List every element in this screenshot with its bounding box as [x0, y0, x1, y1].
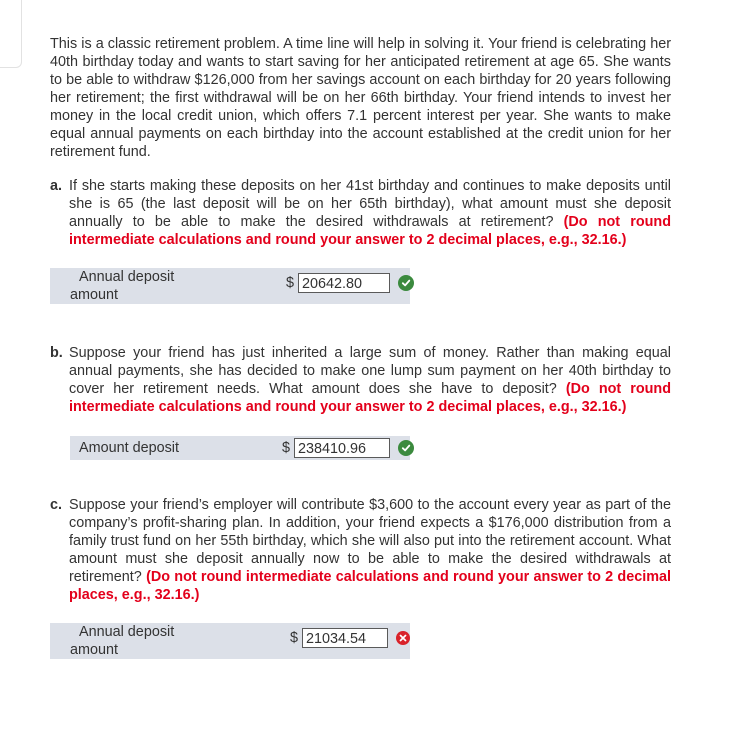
part-c-answer-input[interactable]: 21034.54: [302, 628, 388, 648]
part-a-answer-row: [50, 268, 410, 304]
part-b-currency: $: [282, 440, 291, 456]
part-a-input-group: [286, 273, 414, 293]
part-c-label-line1: Annual deposit: [79, 624, 175, 640]
x-circle-icon: [396, 631, 410, 645]
part-a-label-line2: amount: [70, 287, 118, 303]
part-a-answer-label: [70, 268, 200, 304]
part-b: [50, 344, 671, 416]
part-a-label-line1: Annual deposit: [79, 269, 175, 285]
part-c-instruction: (Do not round intermediate calculations and round your answer to 2 decimal places, e.g., 32.16.): [69, 569, 672, 603]
part-c: [50, 496, 671, 604]
part-c-answer-label: [70, 623, 200, 659]
part-a-answer-input[interactable]: 20642.80: [298, 273, 390, 293]
part-b-answer-row: [70, 436, 410, 460]
part-c-letter: c.: [50, 497, 63, 513]
part-b-letter: b.: [50, 345, 63, 361]
part-c-label-line2: amount: [70, 642, 118, 658]
part-a: [50, 177, 671, 249]
part-b-instruction: (Do not round intermediate calculations and round your answer to 2 decimal places, e.g., 32.16.): [69, 381, 671, 415]
problem-text: This is a classic retirement problem. A time line will help in solving it. Your friend is celebrating her 40th birthday today and wants to start saving for her anticipated retirement at age 65. She wants to be able to withdraw $126,000 from her savings account on each birthday for 20 years following her retirement; the first withdrawal will be on her 66th birthday. Your friend intends to invest her money in the local credit union, which offers 7.1 percent interest per year. She wants to make equal annual payments on each birthday into the account established at the credit union for her retirement fund.: [50, 36, 671, 160]
check-circle-icon: [398, 275, 414, 291]
part-a-currency: $: [286, 275, 295, 291]
part-b-answer-label: Amount deposit: [79, 440, 179, 456]
question-content: [50, 35, 671, 659]
part-c-input-group: [290, 628, 410, 648]
part-a-instruction: (Do not round intermediate calculations and round your answer to 2 decimal places, e.g., 32.16.): [69, 214, 671, 248]
part-c-question: Suppose your friend’s employer will contribute $3,600 to the account every year as part of the company’s profit-sharing plan. In addition, your friend expects a $176,000 distribution from a family trust fund on her 55th birthday, which she will also put into the retirement account. What amount must she deposit annually now to be able to make the desired withdrawals at retirement?: [69, 497, 671, 585]
part-a-question: If she starts making these deposits on her 41st birthday and continues to make deposits until she is 65 (the last deposit will be on her 65th birthday), what amount must she deposit annually to be able to make the desired withdrawals at retirement?: [69, 178, 671, 230]
part-b-answer-input[interactable]: 238410.96: [294, 438, 390, 458]
side-panel-edge: [0, 0, 22, 68]
part-b-input-group: [282, 438, 414, 458]
part-c-currency: $: [290, 630, 299, 646]
part-c-answer-row: [50, 623, 410, 659]
part-a-letter: a.: [50, 178, 63, 194]
check-circle-icon: [398, 440, 414, 456]
part-b-question: Suppose your friend has just inherited a large sum of money. Rather than making equal annual payments, she has decided to make one lump sum payment on her 40th birthday to cover her retirement needs. What amount does she have to deposit?: [69, 345, 671, 397]
